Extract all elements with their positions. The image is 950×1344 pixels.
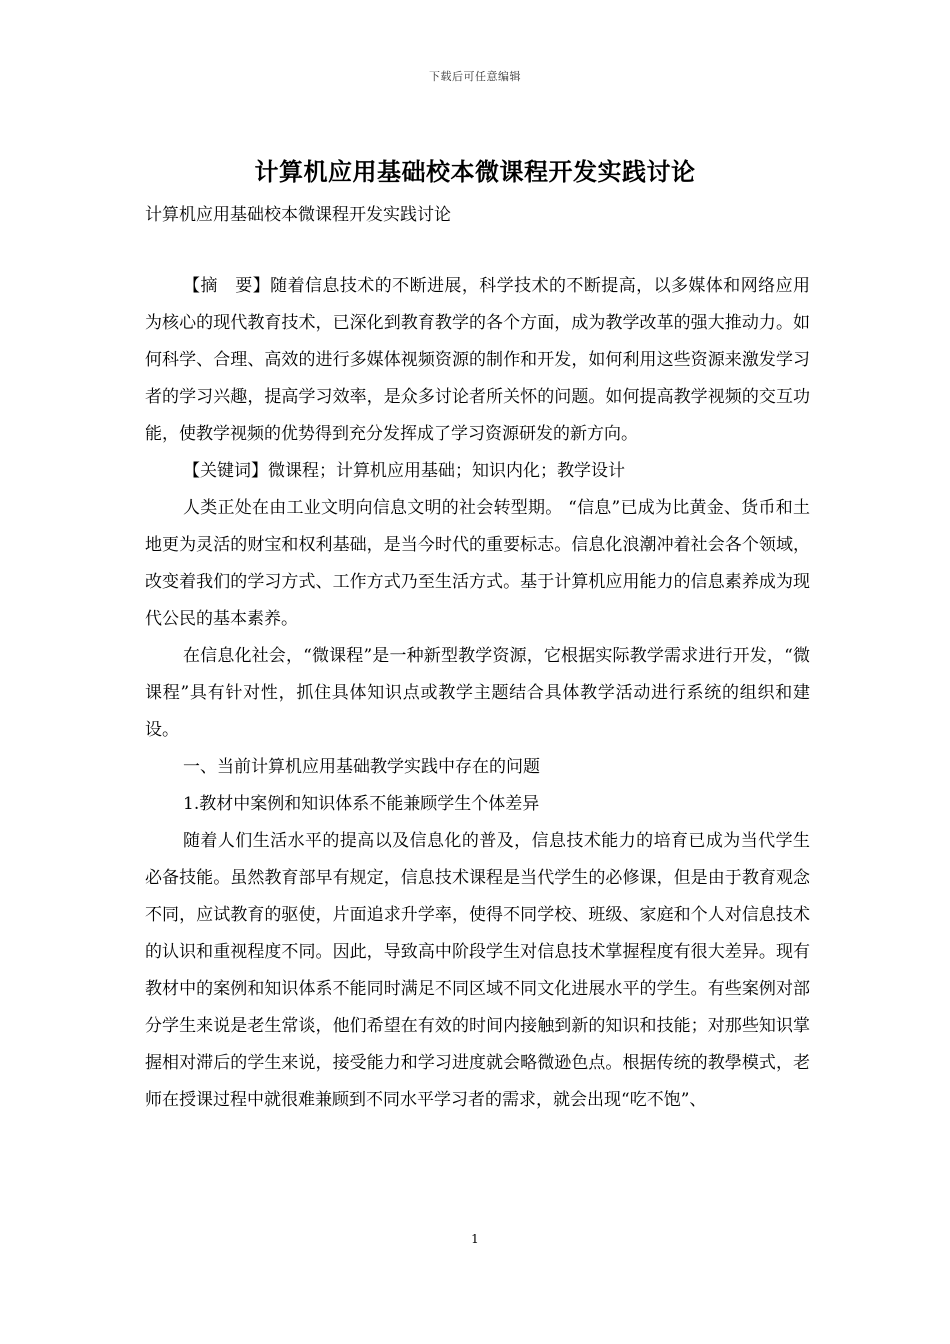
page-header: 下载后可任意编辑 xyxy=(429,70,521,83)
document-title: 计算机应用基础校本微课程开发实践讨论 xyxy=(254,157,696,186)
body-paragraph: 人类正处在由工业文明向信息文明的社会转型期。 “信息”已成为比黄金、货币和土地更为灵活的财宝和权利基础，是当今时代的重要标志。信息化浪潮冲着社会各个领域，改变着我们的学习方式、工作方式乃至生活方式。基于计算机应用能力的信息素养成为现代公民的基本素养。 xyxy=(145,498,810,629)
keywords-paragraph: 【关键词】微课程；计算机应用基础；知识内化；教学设计 xyxy=(183,461,625,481)
body-paragraph: 在信息化社会，“微课程”是一种新型教学资源，它根据实际教学需求进行开发，“微课程”具有针对性，抓住具体知识点或教学主题结合具体教学活动进行系统的组织和建设。 xyxy=(145,646,810,740)
abstract-paragraph: 【摘 要】随着信息技术的不断进展，科学技术的不断提高，以多媒体和网络应用为核心的现代教育技术，已深化到教育教学的各个方面，成为教学改革的强大推动力。如何科学、合理、高效的进行多媒体视频资源的制作和开发，如何利用这些资源来激发学习者的学习兴趣，提高学习效率，是众多讨论者所关怀的问题。如何提高教学视频的交互功能，使教学视频的优势得到充分发挥成了学习资源研发的新方向。 xyxy=(145,276,810,444)
body-paragraph: 随着人们生活水平的提高以及信息化的普及，信息技术能力的培育已成为当代学生必备技能。虽然教育部早有规定，信息技术课程是当代学生的必修课，但是由于教育观念不同，应试教育的驱使，片面追求升学率，使得不同学校、班级、家庭和个人对信息技术的认识和重视程度不同。因此，导致高中阶段学生对信息技术掌握程度有很大差异。现有教材中的案例和知识体系不能同时满足不同区域不同文化进展水平的学生。有些案例对部分学生来说是老生常谈，他们希望在有效的时间内接触到新的知识和技能；对那些知识掌握相对滞后的学生来说，接受能力和学习进度就会略微逊色点。根据传统的教學模式，老师在授课过程中就很难兼顾到不同水平学习者的需求，就会出现“吃不饱”、 xyxy=(145,831,810,1110)
document-body xyxy=(145,268,810,1119)
subsection-heading: 1.教材中案例和知识体系不能兼顾学生个体差异 xyxy=(183,794,540,814)
section-heading: 一、当前计算机应用基础教学实践中存在的问题 xyxy=(183,757,540,777)
document-subtitle: 计算机应用基础校本微课程开发实践讨论 xyxy=(145,205,451,225)
page-number: 1 xyxy=(471,1232,479,1246)
